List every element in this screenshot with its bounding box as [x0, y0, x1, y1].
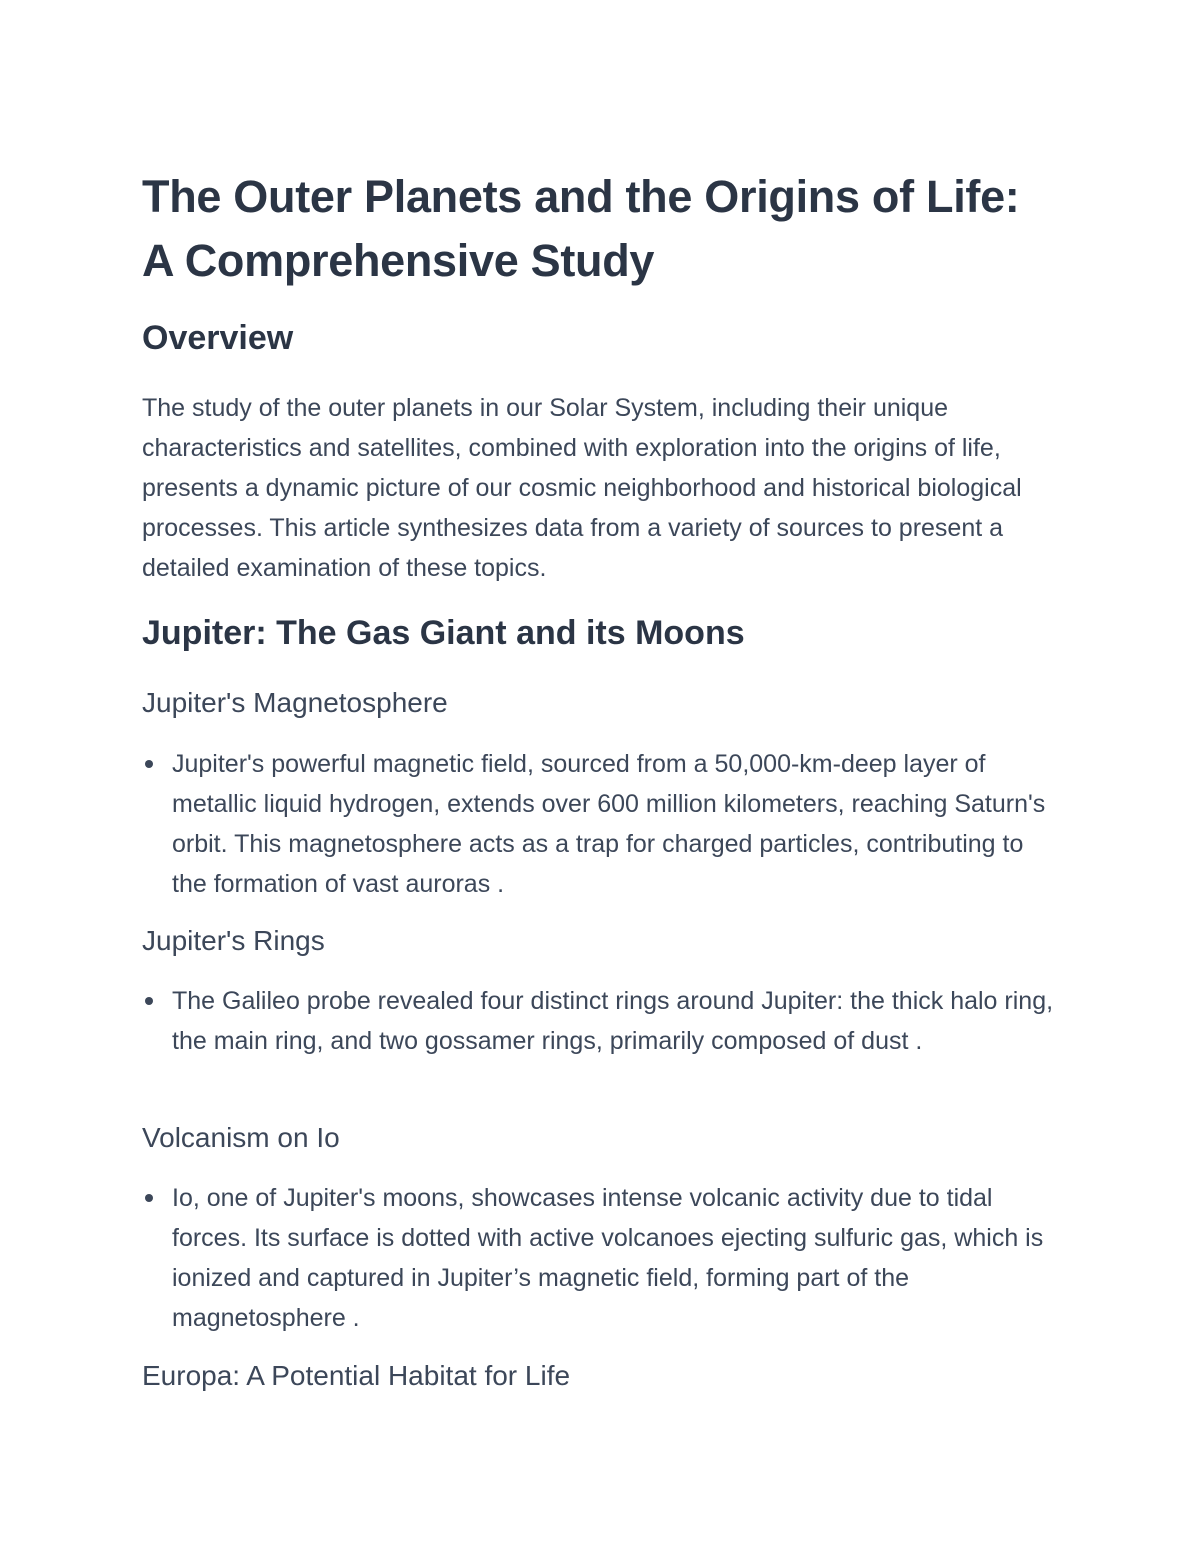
list-item: Io, one of Jupiter's moons, showcases intense volcanic activity due to tidal forces. Its surface is dotted with active volcanoes ejecting sulfuric gas, which is ionized and captured in Jupiter’s magnetic field, forming part of the magnetosphere . [142, 1178, 1062, 1338]
jupiter-heading: Jupiter: The Gas Giant and its Moons [142, 614, 745, 652]
io-list [142, 1178, 1062, 1338]
rings-heading: Jupiter's Rings [142, 925, 325, 956]
magnetosphere-list [142, 744, 1062, 904]
overview-paragraph: The study of the outer planets in our Solar System, including their unique characteristics and satellites, combined with exploration into the origins of life, presents a dynamic picture of our cosmic neighborhood and historical biological processes. This article synthesizes data from a variety of sources to present a detailed examination of these topics. [142, 394, 1022, 582]
magnetosphere-heading: Jupiter's Magnetosphere [142, 687, 448, 718]
overview-heading: Overview [142, 319, 294, 357]
list-item: Jupiter's powerful magnetic field, sourced from a 50,000-km-deep layer of metallic liquid hydrogen, extends over 600 million kilometers, reaching Saturn's orbit. This magnetosphere acts as a trap for charged particles, contributing to the formation of vast auroras . [142, 744, 1062, 904]
document-title: The Outer Planets and the Origins of Life: A Comprehensive Study [142, 171, 1020, 286]
io-heading: Volcanism on Io [142, 1122, 340, 1153]
list-item: The Galileo probe revealed four distinct rings around Jupiter: the thick halo ring, the main ring, and two gossamer rings, primarily composed of dust . [142, 981, 1062, 1061]
europa-heading: Europa: A Potential Habitat for Life [142, 1360, 571, 1391]
rings-list [142, 981, 1062, 1061]
